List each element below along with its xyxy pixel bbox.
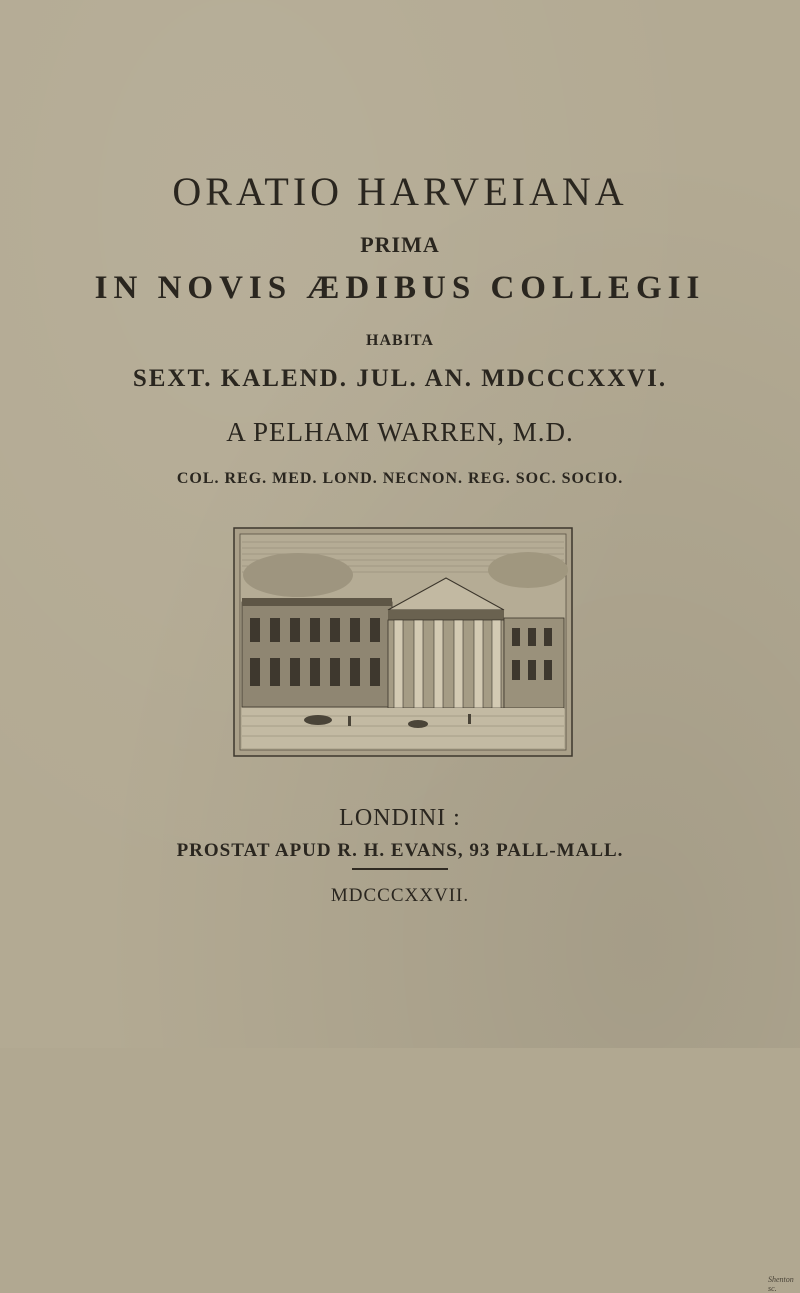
- page-title: ORATIO HARVEIANA: [172, 169, 628, 214]
- date-line: SEXT. KALEND. JUL. AN. MDCCCXXVI.: [132, 365, 668, 392]
- engraver-signature: Shenton sc.: [768, 1275, 794, 1293]
- location-line: IN NOVIS ÆDIBUS COLLEGII: [94, 270, 706, 306]
- author-name: A PELHAM WARREN, M.D.: [226, 417, 574, 447]
- imprint-publisher: PROSTAT APUD R. H. EVANS, 93 PALL-MALL.: [176, 840, 624, 861]
- imprint-year: MDCCCXXVII.: [330, 885, 470, 906]
- building-engraving-image: [228, 520, 578, 770]
- subtitle: PRIMA: [360, 232, 440, 257]
- imprint-city: LONDINI :: [339, 805, 461, 831]
- author-roles: COL. REG. MED. LOND. NECNON. REG. SOC. SOCIO.: [176, 470, 624, 487]
- divider-rule: [352, 868, 448, 870]
- habita-line: HABITA: [366, 332, 434, 349]
